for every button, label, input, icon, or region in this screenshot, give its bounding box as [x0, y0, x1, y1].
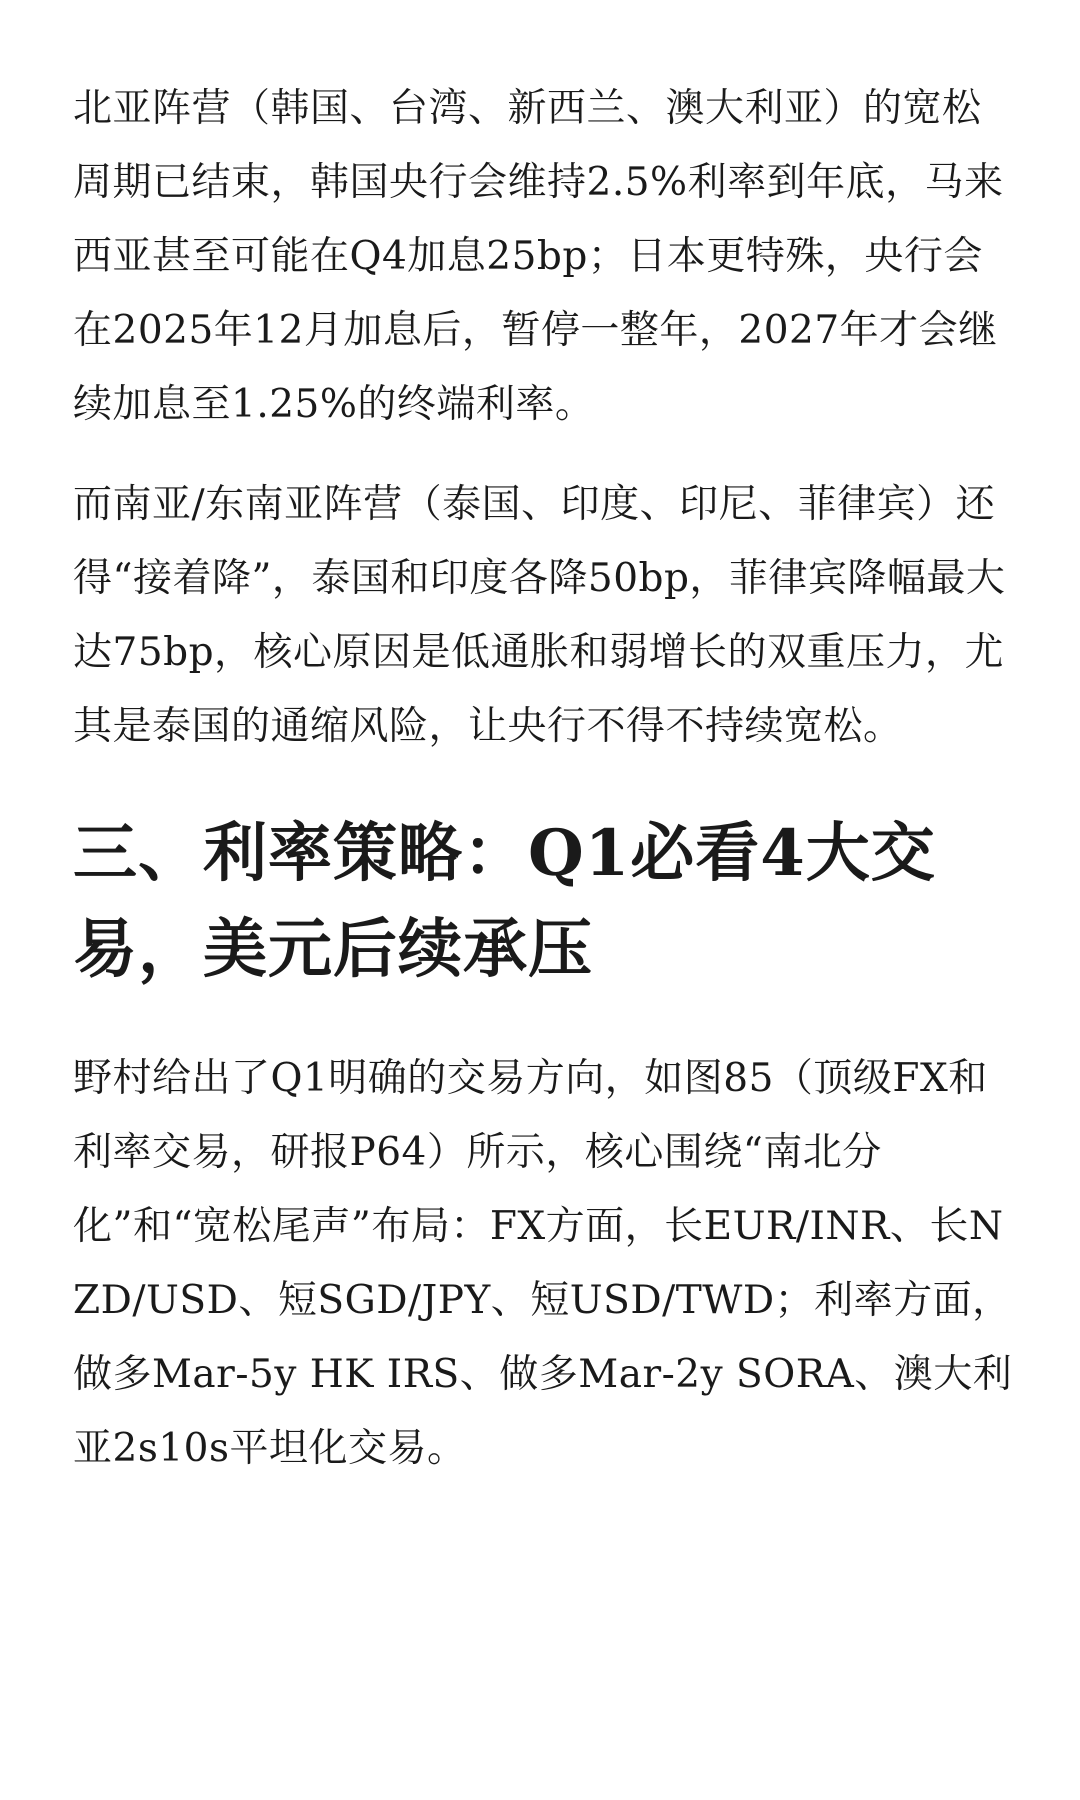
paragraph-q1-trades: 野村给出了Q1明确的交易方向，如图85（顶级FX和利率交易，研报P64）所示，核心围绕“南北分化”和“宽松尾声”布局：FX方面，长EUR/INR、长NZD/USD、短SGD/JPY、短USD/TWD；利率方面，做多Mar-5y HK IRS、做多Mar-2y SORA、澳大利亚2s10s平坦化交易。 [73, 1056, 1013, 1471]
paragraph-south-asia-easing: 而南亚/东南亚阵营（泰国、印度、印尼、菲律宾）还得“接着降”，泰国和印度各降50bp，菲律宾降幅最大达75bp，核心原因是低通胀和弱增长的双重压力，尤其是泰国的通缩风险，让央行不得不持续宽松。 [73, 482, 1006, 749]
paragraph-north-asia-easing: 北亚阵营（韩国、台湾、新西兰、澳大利亚）的宽松周期已结束，韩国央行会维持2.5%利率到年底，马来西亚甚至可能在Q4加息25bp；日本更特殊，央行会在2025年12月加息后，暂停一整年，2027年才会继续加息至1.25%的终端利率。 [73, 86, 1004, 427]
section-heading: 三、利率策略：Q1必看4大交易，美元后续承压 [73, 816, 936, 987]
